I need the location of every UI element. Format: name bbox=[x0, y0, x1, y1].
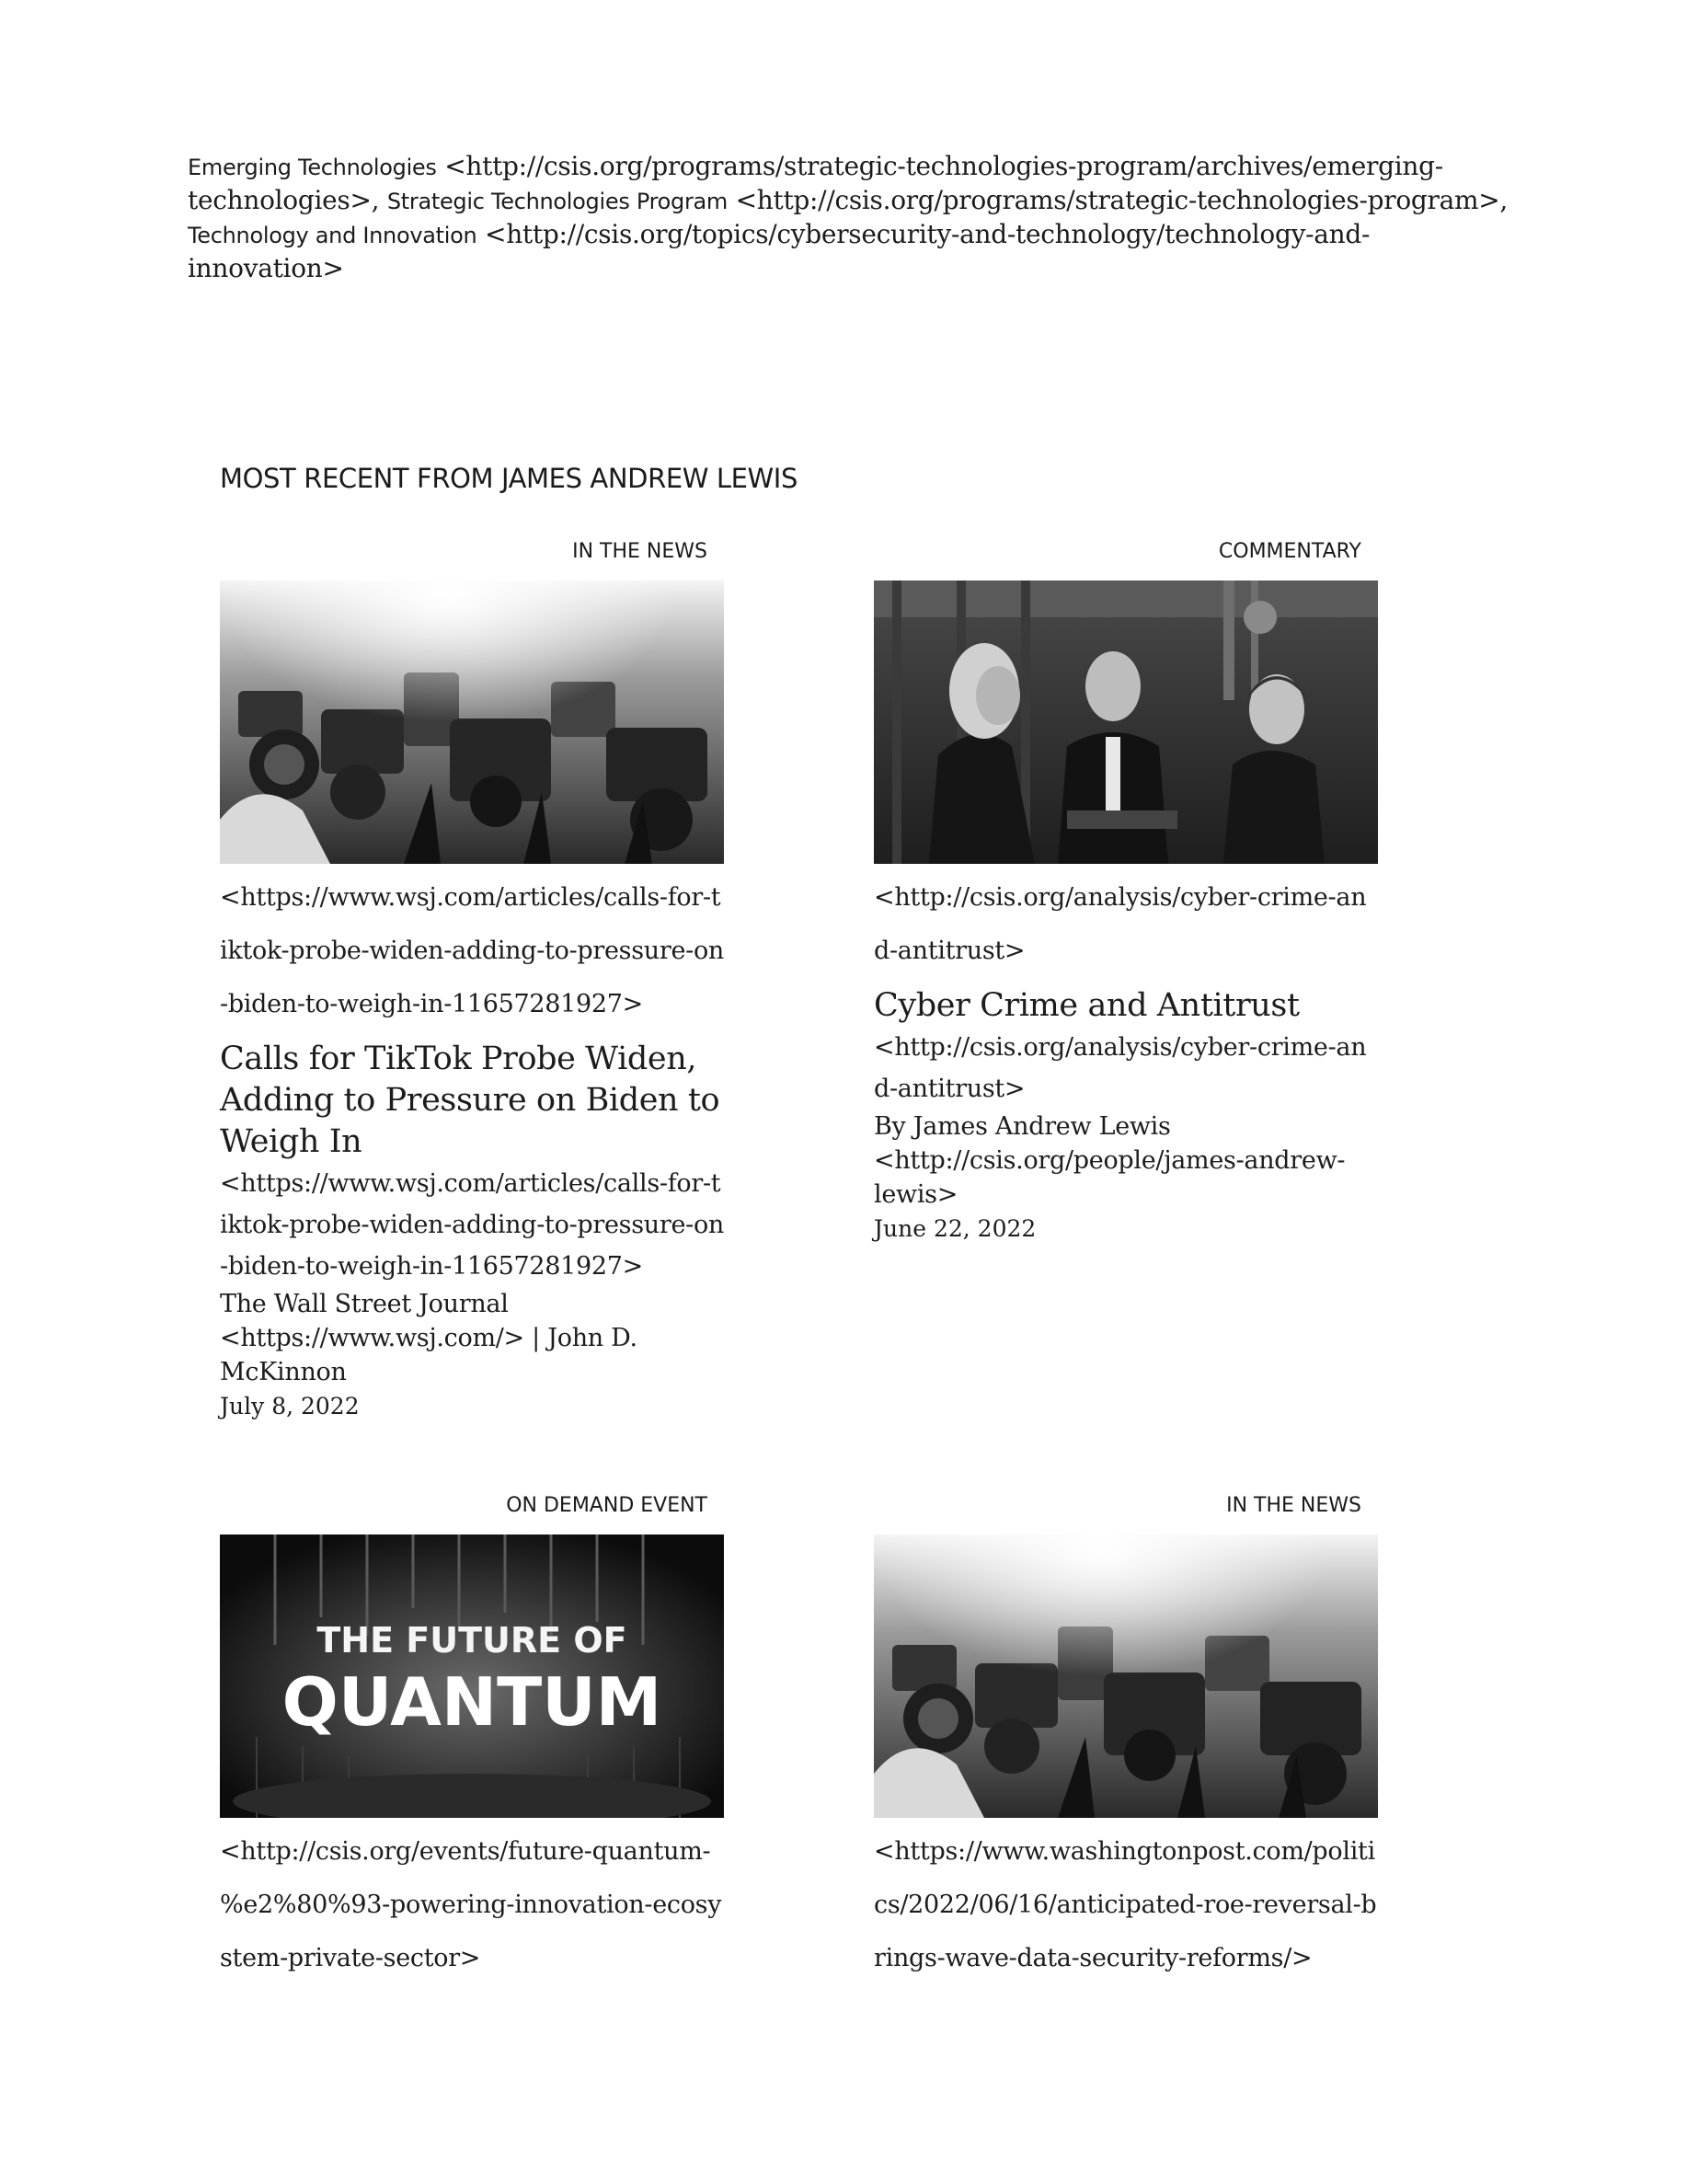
content-type-label: ON DEMAND EVENT bbox=[506, 1494, 707, 1517]
card-source bbox=[220, 1287, 724, 1389]
topic-tags bbox=[188, 150, 1512, 285]
topic-name[interactable]: Strategic Technologies Program bbox=[386, 189, 729, 214]
author-byline: | John D. McKinnon bbox=[220, 1324, 637, 1386]
topic-url[interactable]: <http://csis.org/programs/strategic-technologies-program> bbox=[735, 185, 1500, 215]
recent-card bbox=[874, 538, 1378, 1246]
card-image-link[interactable]: <https://www.washingtonpost.com/politics/2022/06/16/anticipated-roe-reversal-brings-wave-data-security-reforms/> bbox=[874, 1837, 1377, 1972]
topic-url[interactable]: <http://csis.org/programs/strategic-technologies-program/archives/emerging-technologies> bbox=[188, 151, 1443, 215]
topic-name[interactable]: Emerging Technologies bbox=[188, 155, 437, 180]
section-heading: MOST RECENT FROM JAMES ANDREW LEWIS bbox=[220, 463, 798, 494]
senate-hearing-photo[interactable] bbox=[874, 580, 1378, 864]
recent-card bbox=[220, 538, 724, 1423]
recent-card bbox=[220, 1492, 724, 1985]
card-title[interactable]: Cyber Crime and Antitrust bbox=[874, 987, 1300, 1024]
source-url[interactable]: <https://www.wsj.com/> bbox=[220, 1324, 524, 1352]
topic-separator: , bbox=[1499, 185, 1508, 215]
banner-line-1: THE FUTURE OF bbox=[316, 1620, 627, 1661]
topic-separator: , bbox=[371, 185, 387, 215]
topic-name[interactable]: Technology and Innovation bbox=[188, 223, 477, 248]
author-name[interactable]: By James Andrew Lewis bbox=[874, 1112, 1171, 1141]
card-title[interactable]: Calls for TikTok Probe Widen, Adding to Pressure on Biden to Weigh In bbox=[220, 1040, 720, 1160]
press-cameras-photo[interactable] bbox=[874, 1535, 1378, 1818]
card-date: July 8, 2022 bbox=[220, 1393, 360, 1420]
quantum-event-banner[interactable] bbox=[220, 1535, 724, 1818]
card-image-link[interactable]: <https://www.wsj.com/articles/calls-for-tiktok-probe-widen-adding-to-pressure-on-biden-to-weigh-in-11657281927> bbox=[220, 883, 725, 1018]
card-title-link[interactable]: <https://www.wsj.com/articles/calls-for-tiktok-probe-widen-adding-to-pressure-on-biden-to-weigh-in-11657281927> bbox=[220, 1169, 725, 1281]
card-title-link[interactable]: <http://csis.org/analysis/cyber-crime-and-antitrust> bbox=[874, 1033, 1367, 1103]
card-image-link[interactable]: <http://csis.org/analysis/cyber-crime-and-antitrust> bbox=[874, 883, 1367, 965]
card-date: June 22, 2022 bbox=[874, 1215, 1037, 1242]
content-type-label: IN THE NEWS bbox=[1226, 1494, 1361, 1517]
card-author bbox=[874, 1109, 1378, 1212]
content-type-label: IN THE NEWS bbox=[572, 540, 707, 563]
content-type-label: COMMENTARY bbox=[1218, 540, 1361, 563]
author-url[interactable]: <http://csis.org/people/james-andrew-lewis> bbox=[874, 1146, 1346, 1209]
banner-line-2: QUANTUM bbox=[281, 1663, 662, 1741]
card-image-link[interactable]: <http://csis.org/events/future-quantum-%e2%80%93-powering-innovation-ecosystem-private-sector> bbox=[220, 1837, 722, 1972]
recent-card bbox=[874, 1492, 1378, 1985]
topic-url[interactable]: <http://csis.org/topics/cybersecurity-and-technology/technology-and-innovation> bbox=[188, 219, 1371, 283]
source-name[interactable]: The Wall Street Journal bbox=[220, 1290, 509, 1318]
press-cameras-photo[interactable] bbox=[220, 580, 724, 864]
